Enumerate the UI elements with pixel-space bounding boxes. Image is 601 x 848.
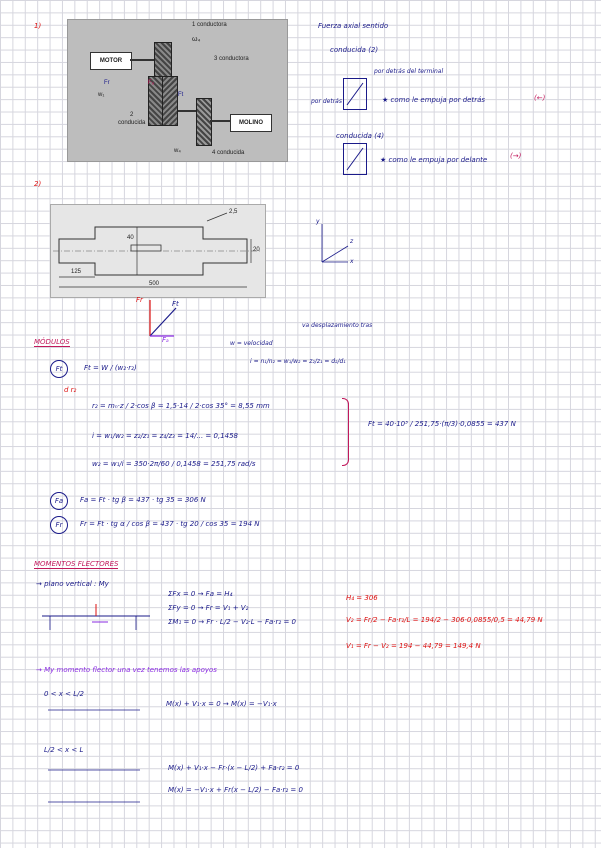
tramo-1-equation: M(x) + V₁·x = 0 → M(x) = −V₁·x <box>166 700 277 708</box>
force-fr-label: Fr <box>136 296 143 304</box>
modulos-note-velocidad: w = velocidad <box>230 340 273 347</box>
fa-circle <box>50 492 68 510</box>
axis-x-label: x <box>350 258 354 265</box>
r2-equation: r₂ = mₙ·z / 2·cos β = 1,5·14 / 2·cos 35° = 8,55 mm <box>92 402 270 410</box>
fa-circle-label: Fa <box>54 497 64 505</box>
modulos-heading: MÓDULOS <box>34 338 70 346</box>
tramo-1-sketch <box>44 700 144 720</box>
label-2: 2 <box>130 112 134 118</box>
gear-2-sketch-arrow <box>344 79 366 109</box>
shaft-l500-label: 500 <box>149 281 160 287</box>
por-detras-terminal-note: por detrás del terminal <box>374 68 444 75</box>
result-v2: V₂ = Fr/2 − Fa·r₂/L = 194/2 − 306·0,0855/0,5 = 44,79 N <box>346 616 543 624</box>
label-3-conductora: 3 conductora <box>214 56 249 62</box>
sum-m1: ΣM₁ = 0 → Fr · L/2 − V₂·L − Fa·r₂ = 0 <box>168 618 296 626</box>
tramo-2-range: L/2 < x < L <box>44 746 84 754</box>
axis-y-label: y <box>316 218 320 225</box>
fr-circle <box>50 516 68 534</box>
fa-equation: Fa = Ft · tg β = 437 · tg 35 = 306 N <box>80 496 206 504</box>
ft-circle-label: Ft <box>55 365 63 373</box>
label-fr: Fr <box>104 80 110 86</box>
gear-4-sketch <box>343 143 367 175</box>
force-sketch <box>134 296 194 344</box>
conducida-4-label: conducida (4) <box>336 132 385 140</box>
shaft-figure <box>50 204 266 298</box>
fr-circle-label: Fr <box>55 521 63 529</box>
label-w4: w₄ <box>174 148 181 154</box>
tramo-2-sketch <box>44 758 144 818</box>
force-fa-label: Fₐ <box>162 336 169 344</box>
w2-equation: w₂ = w₁/i = 350·2π/60 / 0,1458 = 251,75 rad/s <box>92 460 256 468</box>
gear-train-figure <box>67 19 288 162</box>
motor-box: MOTOR <box>90 52 132 70</box>
beam-sketch-vertical <box>36 596 156 642</box>
label-2-conducida: conducida <box>118 120 146 126</box>
i-equation: i = w₁/w₂ = z₂/z₁ = z₄/z₃ = 14/... = 0,1458 <box>92 432 239 440</box>
tramo-1-lines <box>44 700 144 720</box>
label-omega: ω₄ <box>192 36 201 43</box>
ft-equation: Ft = W / (w₂·r₂) <box>84 364 137 372</box>
axis-z-label: z <box>350 238 354 245</box>
modulos-note-desplazamiento: va desplazamiento tras <box>302 322 373 329</box>
sum-fx: ΣFx = 0 → Fa = H₄ <box>168 590 233 598</box>
gear-4-sketch-arrow <box>344 144 366 174</box>
gear-2-sketch <box>343 78 367 110</box>
gear-4 <box>196 98 212 146</box>
label-4-conducida: 4 conducida <box>212 150 245 156</box>
conducida-2-rule: ★ como le empuja por detrás <box>382 96 486 104</box>
ft-circle <box>50 360 68 378</box>
momento-flector-note: → My momento flector una vez tenemos las apoyos <box>36 666 217 674</box>
tramo-2-equation-1: M(x) + V₁·x − Fr·(x − L/2) + Fa·r₂ = 0 <box>168 764 300 772</box>
gear-3 <box>162 76 178 126</box>
conducida-4-arrow: (→) <box>510 152 522 160</box>
plano-vertical: → plano vertical : My <box>36 580 109 588</box>
tramo-1-range: 0 < x < L/2 <box>44 690 84 698</box>
label-w1: w₁ <box>98 92 105 98</box>
shaft-d40-label: 40 <box>127 235 134 241</box>
por-detras-label: por detrás <box>311 98 342 105</box>
label-fa: Fₐ <box>148 80 154 86</box>
tramo-2-lines <box>44 758 144 818</box>
molino-box: MOLINO <box>230 114 272 132</box>
momentos-heading: MOMENTOS FLECTORES <box>34 560 119 568</box>
shaft-d20-label: 20 <box>253 247 260 253</box>
tramo-2-equation-2: M(x) = −V₁·x + Fr(x − L/2) − Fa·r₂ = 0 <box>168 786 303 794</box>
section2-number: 2) <box>34 180 42 188</box>
molino-shaft <box>210 120 230 122</box>
shaft-l125-label: 125 <box>71 269 82 275</box>
fr-equation: Fr = Ft · tg α / cos β = 437 · tg 20 / cos 35 = 194 N <box>80 520 260 528</box>
axes-sketch-lines <box>308 218 364 268</box>
fuerza-axial-title: Fuerza axial sentido <box>318 22 389 30</box>
modulos-eq-relacion: i = n₁/n₂ = w₁/w₂ = z₂/z₁ = d₂/d₁ <box>250 358 346 365</box>
intermediate-shaft <box>178 110 196 112</box>
axes-sketch <box>308 218 364 268</box>
dr-label: d r₂ <box>64 386 77 394</box>
conducida-2-label: conducida (2) <box>330 46 379 54</box>
motor-shaft <box>130 59 154 61</box>
brace <box>342 398 349 466</box>
ft-result: Ft = 40·10³ / 251,75·(π/3)·0,0855 = 437 N <box>368 420 516 428</box>
beam-sketch-vertical-lines <box>36 596 156 642</box>
conducida-4-rule: ★ como le empuja por delante <box>380 156 488 164</box>
label-1-conductora: 1 conductora <box>192 22 227 28</box>
result-v1: V₁ = Fr − V₂ = 194 − 44,79 = 149,4 N <box>346 642 481 650</box>
sum-fy: ΣFy = 0 → Fr = V₁ + V₂ <box>168 604 249 612</box>
conducida-2-arrow: (←) <box>534 94 546 102</box>
label-ft: Ft <box>178 92 184 98</box>
force-ft-label: Ft <box>172 300 179 308</box>
shaft-radius-label: 2,5 <box>229 209 238 215</box>
section1-number: 1) <box>34 22 42 30</box>
result-h4: H₄ = 306 <box>346 594 378 602</box>
